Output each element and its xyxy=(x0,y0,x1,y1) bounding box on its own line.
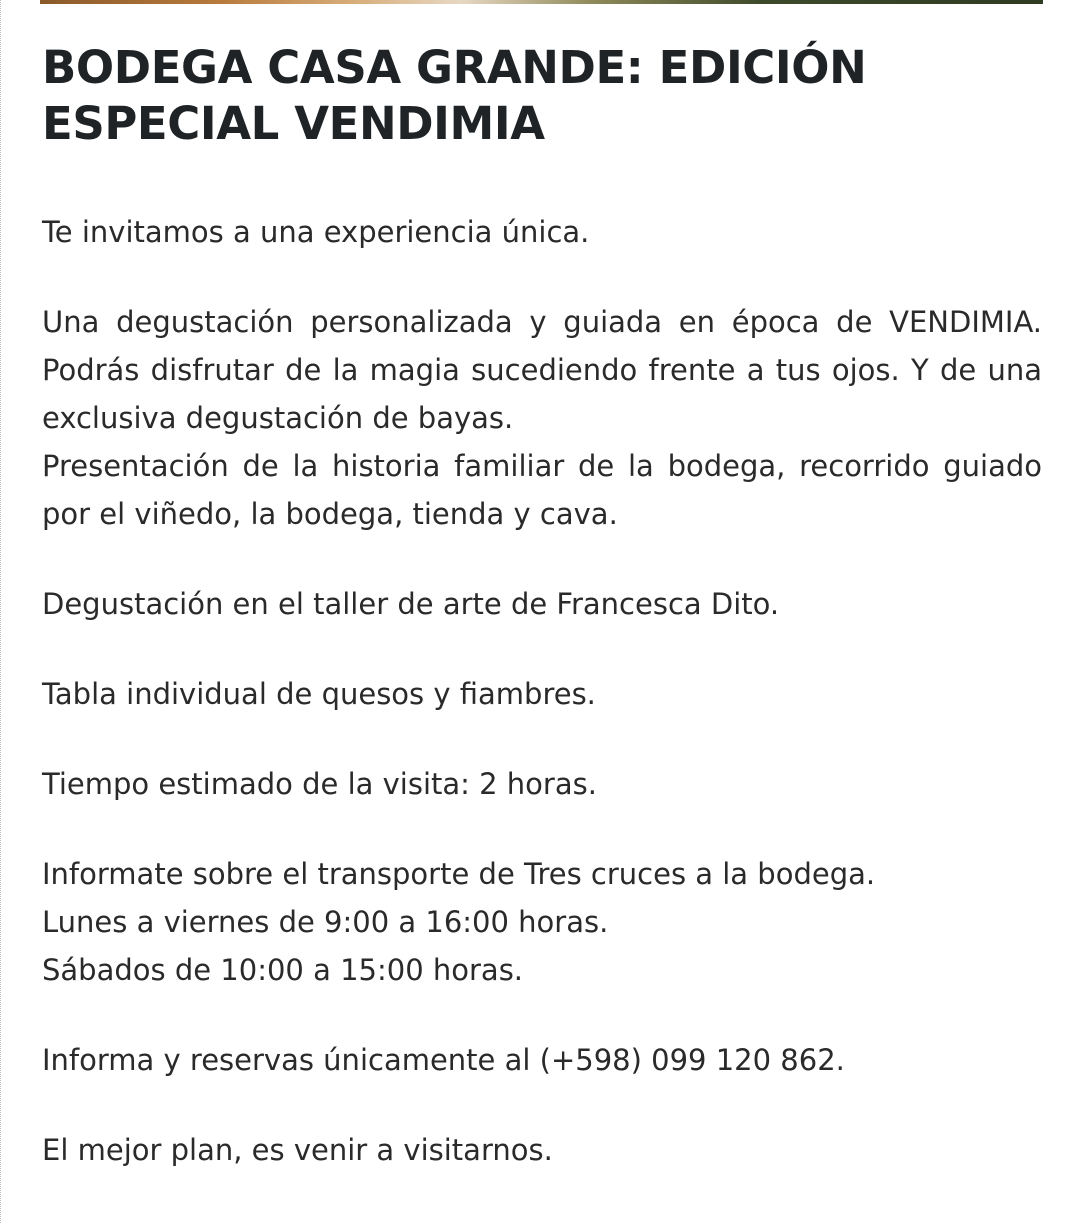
paragraph-tasting: Una degustación personalizada y guiada en época de VENDIMIA. Podrás disfrutar de la magia sucediendo frente a tus ojos. Y de una exclusiva degustación de bayas. xyxy=(42,305,1042,435)
paragraph-gap xyxy=(42,808,1042,850)
paragraph-transport: Informate sobre el transporte de Tres cruces a la bodega. xyxy=(42,857,876,891)
paragraph-duration: Tiempo estimado de la visita: 2 horas. xyxy=(42,767,597,801)
paragraph-intro: Te invitamos a una experiencia única. xyxy=(42,215,590,249)
paragraph-gap xyxy=(42,628,1042,670)
paragraph-gap xyxy=(42,718,1042,760)
paragraph-weekday-hours: Lunes a viernes de 9:00 a 16:00 horas. xyxy=(42,905,609,939)
paragraph-gap xyxy=(42,1084,1042,1126)
article-content xyxy=(42,40,1042,1174)
paragraph-saturday-hours: Sábados de 10:00 a 15:00 horas. xyxy=(42,953,524,987)
paragraph-tour: Presentación de la historia familiar de la bodega, recorrido guiado por el viñedo, la bodega, tienda y cava. xyxy=(42,449,1042,531)
article-body xyxy=(42,208,1042,1174)
paragraph-reservations: Informa y reservas únicamente al (+598) 099 120 862. xyxy=(42,1043,845,1077)
paragraph-gap xyxy=(42,256,1042,298)
paragraph-gap xyxy=(42,538,1042,580)
paragraph-cheese: Tabla individual de quesos y fiambres. xyxy=(42,677,596,711)
page-left-border xyxy=(0,0,2,1223)
paragraph-closing: El mejor plan, es venir a visitarnos. xyxy=(42,1133,553,1167)
hero-image-edge xyxy=(40,0,1043,4)
paragraph-workshop: Degustación en el taller de arte de Francesca Dito. xyxy=(42,587,780,621)
paragraph-gap xyxy=(42,994,1042,1036)
article-title: BODEGA CASA GRANDE: EDICIÓN ESPECIAL VENDIMIA xyxy=(42,41,867,150)
